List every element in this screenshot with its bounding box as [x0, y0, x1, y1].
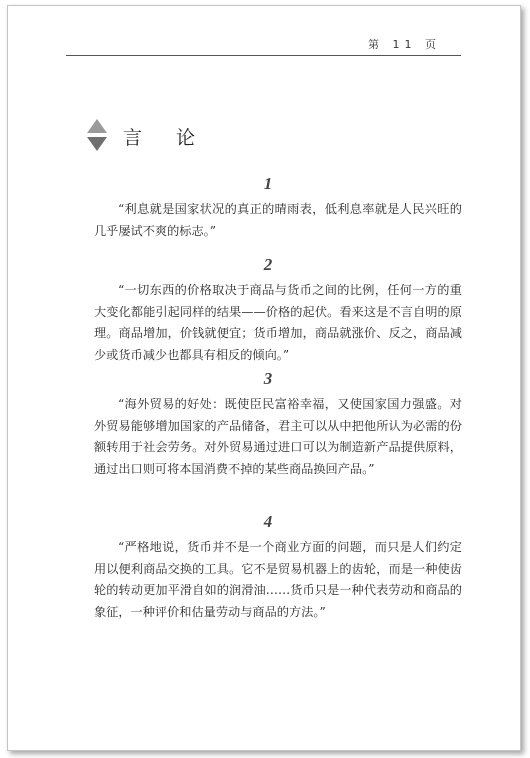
quote-text: “利息就是国家状况的真正的晴雨表，低利息率就是人民兴旺的几乎屡试不爽的标志。” — [94, 202, 462, 238]
up-down-triangle-icon — [86, 119, 108, 153]
quote-block-3 — [8, 368, 520, 480]
page-header — [66, 33, 461, 56]
quote-number: 3 — [263, 369, 273, 388]
quote-number: 4 — [263, 512, 273, 531]
quote-block-2 — [8, 254, 520, 366]
page-number: 第 11 页 — [368, 38, 441, 51]
quote-block-4 — [8, 511, 520, 623]
quote-number: 2 — [263, 255, 273, 274]
section-title: 言 论 — [123, 126, 210, 149]
quote-block-1 — [8, 173, 520, 242]
quote-number: 1 — [263, 174, 273, 193]
section-heading — [86, 119, 209, 153]
quote-text: “海外贸易的好处：既使臣民富裕幸福，又使国家国力强盛。对外贸易能够增加国家的产品储备，君主可以从中把他所认为必需的份额转用于社会劳务。对外贸易通过进口可以为制造新产品提供原料，通过出口则可将本国消费不掉的某些商品换回产品。” — [94, 397, 462, 476]
quote-text: “严格地说，货币并不是一个商业方面的问题，而只是人们约定用以便利商品交换的工具。它不是贸易机器上的齿轮，而是一种使齿轮的转动更加平滑自如的润滑油……货币只是一种代表劳动和商品的象征，一种评价和估量劳动与商品的方法。” — [94, 540, 462, 619]
book-page — [7, 5, 521, 751]
quote-text: “一切东西的价格取决于商品与货币之间的比例，任何一方的重大变化都能引起同样的结果——价格的起伏。看来这是不言自明的原理。商品增加，价钱就便宜；货币增加，商品就涨价、反之，商品减少或货币减少也都具有相反的倾向。” — [94, 283, 462, 362]
